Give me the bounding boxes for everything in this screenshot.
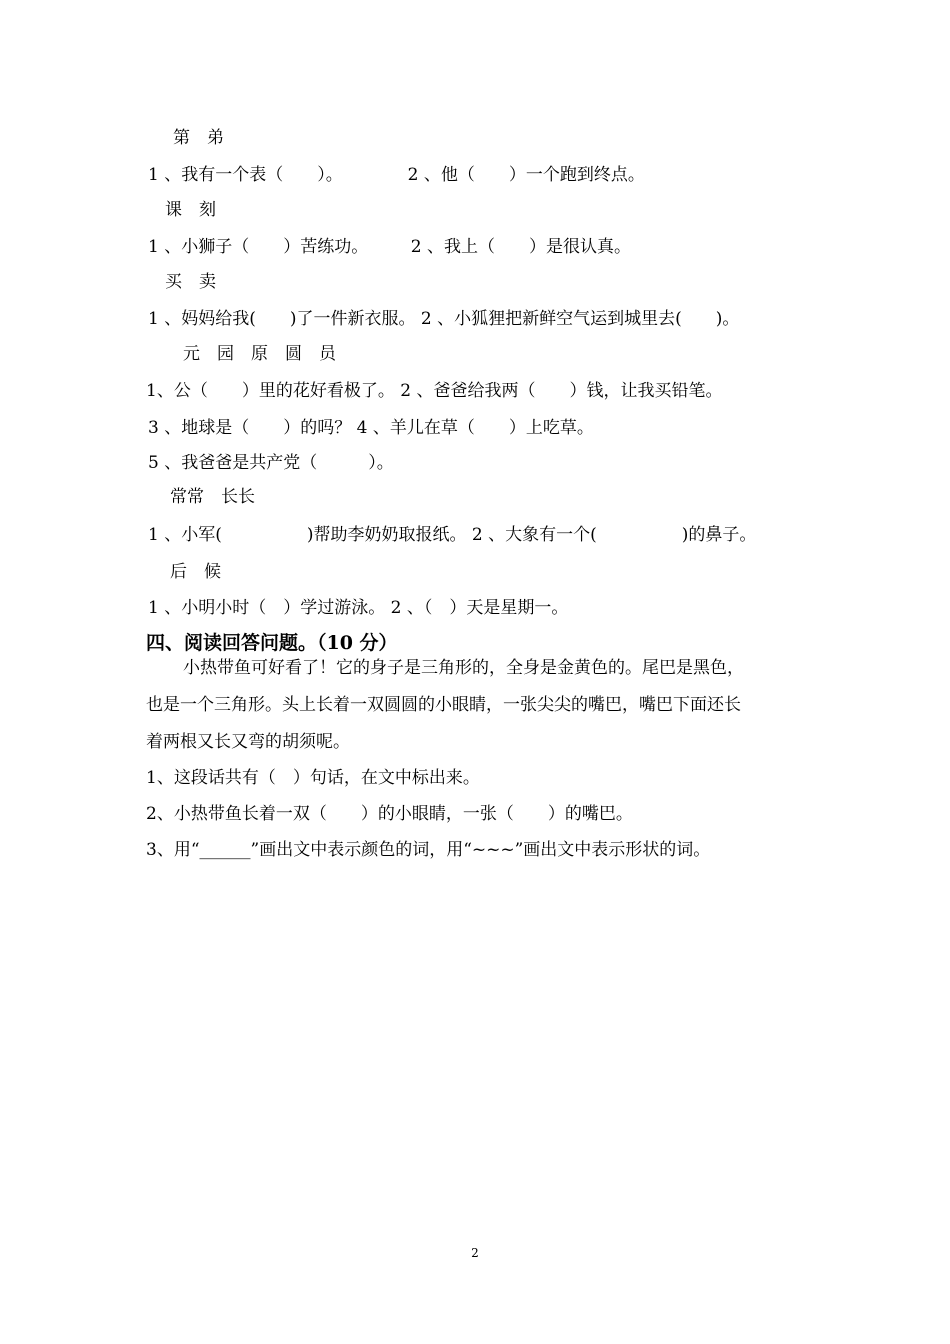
fill-blank-sentence: 3 、地球是（ ）的吗？ 4 、羊儿在草（ ）上吃草。 <box>148 418 594 438</box>
word-choice-label: 常常 长长 <box>170 487 255 507</box>
reading-question: 3、用“______”画出文中表示颜色的词，用“~~~”画出文中表示形状的词。 <box>146 840 711 860</box>
word-choice-label: 第 弟 <box>173 128 224 148</box>
reading-passage-line: 也是一个三角形。头上长着一双圆圆的小眼睛，一张尖尖的嘴巴，嘴巴下面还长 <box>146 695 741 715</box>
fill-blank-sentence: 1 、小军( )帮助李奶奶取报纸。 2 、大象有一个( )的鼻子。 <box>148 525 757 545</box>
fill-blank-sentence: 1 、小狮子（ ）苦练功。 2 、我上（ ）是很认真。 <box>148 237 631 257</box>
word-choice-label: 买 卖 <box>165 272 216 292</box>
word-choice-label: 课 刻 <box>165 200 216 220</box>
reading-passage-line: 小热带鱼可好看了！它的身子是三角形的，全身是金黄色的。尾巴是黑色， <box>183 658 744 678</box>
fill-blank-sentence: 1 、我有一个表（ ）。 2 、他（ ）一个跑到终点。 <box>148 165 645 185</box>
fill-blank-sentence: 5 、我爸爸是共产党（ ）。 <box>148 453 394 473</box>
reading-passage-line: 着两根又长又弯的胡须呢。 <box>146 732 350 752</box>
reading-question: 2、小热带鱼长着一双（ ）的小眼睛，一张（ ）的嘴巴。 <box>146 804 633 824</box>
fill-blank-sentence: 1、公（ ）里的花好看极了。 2 、爸爸给我两（ ）钱，让我买铅笔。 <box>146 381 723 401</box>
reading-question: 1、这段话共有（ ）句话，在文中标出来。 <box>146 768 480 788</box>
word-choice-label: 元 园 原 圆 员 <box>183 344 336 364</box>
section-heading: 四、阅读回答问题。（10 分） <box>146 632 398 654</box>
word-choice-label: 后 候 <box>170 562 221 582</box>
page-number: 2 <box>471 1246 479 1260</box>
fill-blank-sentence: 1 、小明小时（ ）学过游泳。 2 、（ ）天是星期一。 <box>148 598 569 618</box>
fill-blank-sentence: 1 、妈妈给我( )了一件新衣服。 2 、小狐狸把新鲜空气运到城里去( )。 <box>148 309 740 329</box>
